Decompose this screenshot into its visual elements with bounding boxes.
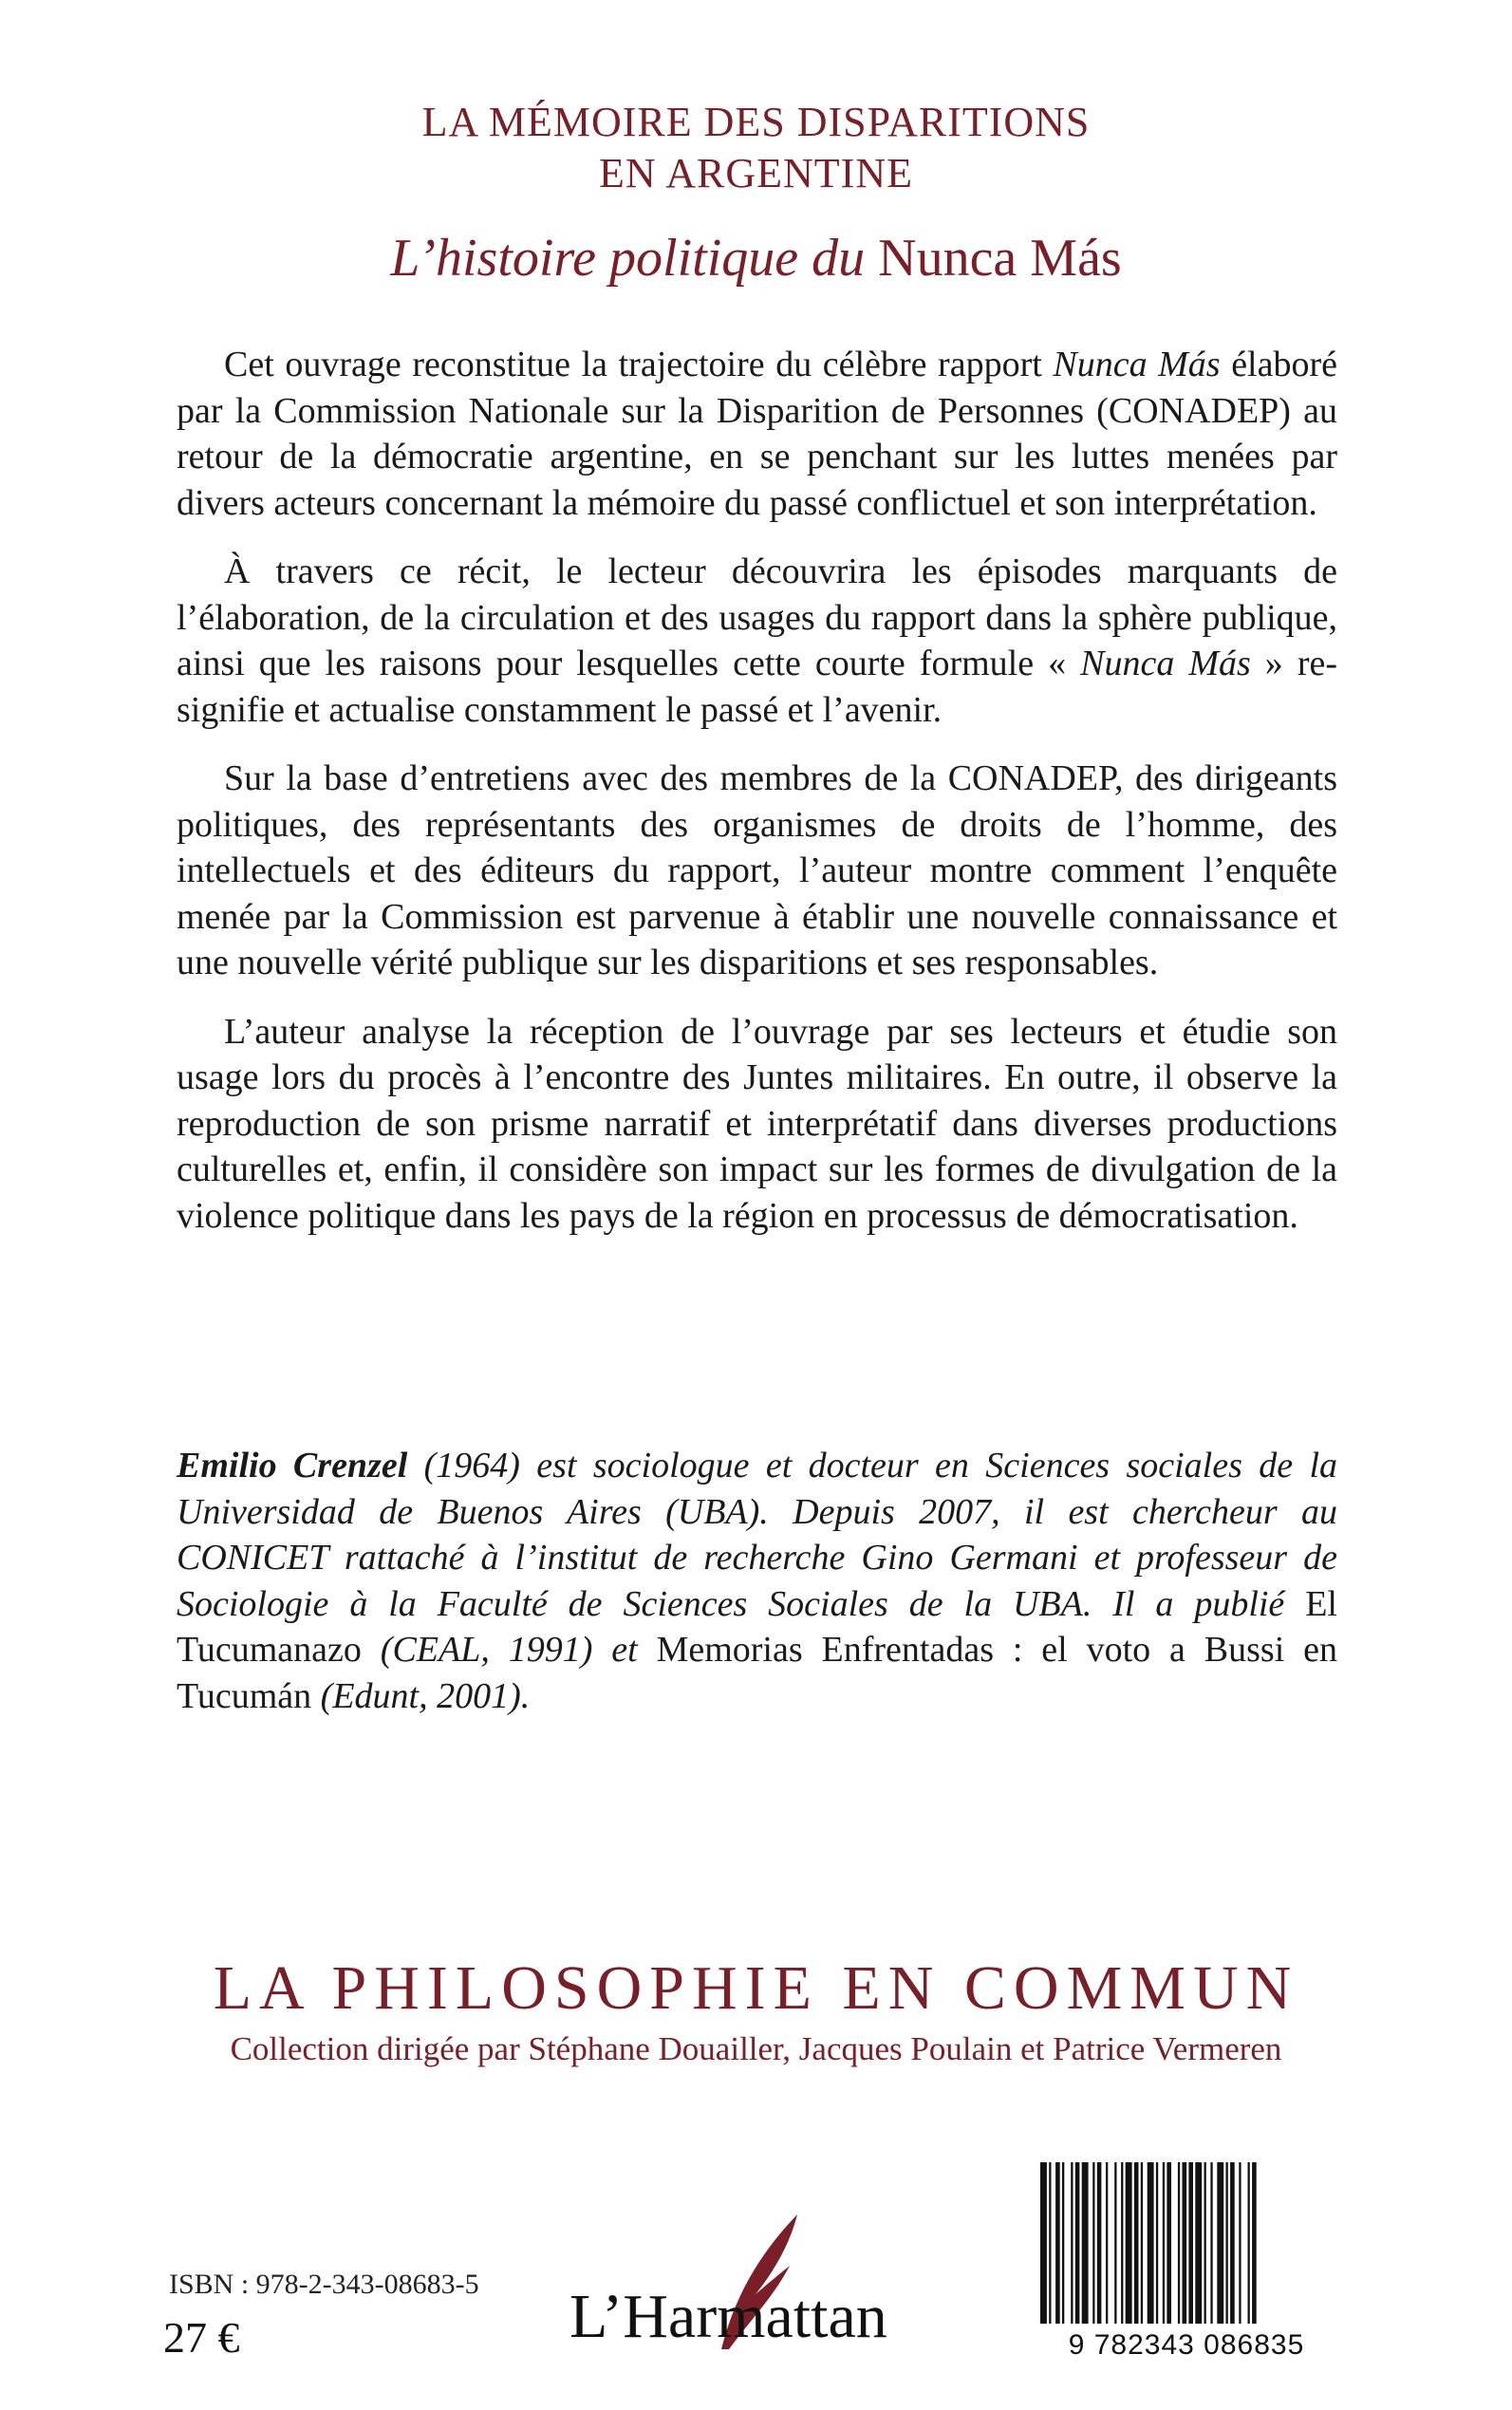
barcode-bar — [1062, 2162, 1064, 2324]
barcode-bar — [1204, 2162, 1206, 2324]
barcode-bar — [1248, 2162, 1250, 2324]
barcode-bar — [1210, 2162, 1212, 2324]
barcode-bar — [1239, 2162, 1241, 2324]
book-title-line2: EN ARGENTINE — [599, 150, 913, 196]
text-em: Nunca Más — [1080, 644, 1251, 683]
author-name: Emilio Crenzel — [177, 1446, 408, 1485]
book-title: Memorias Enfrentadas : el voto a Bussi en Tucumán — [177, 1630, 1338, 1716]
barcode-bar — [1230, 2162, 1235, 2324]
blurb — [177, 342, 1337, 1261]
text: Cet ouvrage reconstitue la trajectoire du célèbre rapport — [224, 345, 1054, 384]
blurb-paragraph-1 — [177, 342, 1337, 526]
barcode-bar — [1188, 2162, 1193, 2324]
barcode-bar — [1134, 2162, 1139, 2324]
barcode-bar — [1141, 2162, 1143, 2324]
barcode-bar — [1071, 2162, 1073, 2324]
barcode-bar — [1183, 2162, 1187, 2324]
barcode-bar — [1156, 2162, 1158, 2324]
barcode-bar — [1226, 2162, 1228, 2324]
barcode-bar — [1195, 2162, 1202, 2324]
barcode-number: 9 782343 086835 — [1068, 2329, 1305, 2361]
publisher-name: L’Harmattan — [569, 2282, 887, 2351]
text: À travers ce récit, le lecteur découvrira les épisodes marquants de l’élaboration, de la circulation et des usages du rapport dans la sphère publique, ainsi que les raisons pour lesquelles cette courte formule « — [177, 551, 1337, 683]
barcode — [1035, 2162, 1338, 2366]
barcode-bar — [1252, 2162, 1257, 2324]
author-bio — [177, 1443, 1337, 1719]
book-title-line1: LA MÉMOIRE DES DISPARITIONS — [421, 99, 1091, 145]
bio-text: (1964) est sociologue et docteur en Sciences sociales de la Universidad de Buenos Aires (UBA). Depuis 2007, il est chercheur au CONICET rattaché à l’institut de recherche Gino Germani et professeur de Sociologie à la Faculté de Sciences Sociales de la UBA. Il a publié — [177, 1446, 1338, 1624]
barcode-bar — [1049, 2162, 1051, 2324]
text: élaboré par la Commission Nationale sur la Disparition de Personnes (CONADEP) au retour de la démocratie argentine, en se penchant sur les luttes menées par divers acteurs concernant la mémoire du passé conflictuel et son interprétation. — [177, 345, 1338, 523]
collection-name: LA PHILOSOPHIE EN COMMUN — [213, 1953, 1299, 2023]
barcode-bar — [1121, 2162, 1123, 2324]
barcode-bar — [1126, 2162, 1132, 2324]
blurb-paragraph-3: Sur la base d’entretiens avec des membres de la CONADEP, des dirigeants politiques, des représentants des organismes de droits de l’homme, des intellectuels et des éditeurs du rapport, l’auteur montre comment l’enquête menée par la Commission est parvenue à établir une nouvelle connaissance et une nouvelle vérité publique sur les disparitions et ses responsables. — [177, 758, 1337, 982]
barcode-bar — [1055, 2162, 1060, 2324]
text: » re-signifie et actualise constamment le passé et l’avenir. — [177, 644, 1337, 730]
book-subtitle — [0, 228, 1512, 289]
subtitle-italic: L’histoire politique du — [390, 229, 866, 288]
barcode-bar — [1075, 2162, 1080, 2324]
barcode-bar — [1148, 2162, 1154, 2324]
blurb-paragraph-4: L’auteur analyse la réception de l’ouvrage par ses lecteurs et étudie son usage lors du procès à l’encontre des Juntes militaires. En outre, il observe la reproduction de son prisme narratif et interprétatif dans diverses productions culturelles et, enfin, il considère son impact sur les formes de divulgation de la violence politique dans les pays de la région en processus de démocratisation. — [177, 1011, 1337, 1236]
barcode-bar — [1167, 2162, 1171, 2324]
barcode-bar — [1097, 2162, 1102, 2324]
barcode-bar — [1217, 2162, 1223, 2324]
bio-text: (CEAL, 1991) et — [361, 1630, 657, 1670]
collection-directors: Collection dirigée par Stéphane Douailler, Jacques Poulain et Patrice Vermeren — [230, 2030, 1282, 2067]
barcode-bar — [1040, 2162, 1047, 2324]
subtitle-regular: Nunca Más — [878, 229, 1122, 288]
barcode-bar — [1092, 2162, 1094, 2324]
barcode-bars — [1035, 2162, 1338, 2329]
book-title: El Tucumanazo — [177, 1583, 1337, 1670]
price: 27 € — [163, 2313, 240, 2362]
barcode-bar — [1163, 2162, 1165, 2324]
barcode-bar — [1106, 2162, 1108, 2324]
text-em: Nunca Más — [1053, 345, 1221, 384]
barcode-bar — [1178, 2162, 1180, 2324]
barcode-bar — [1082, 2162, 1089, 2324]
publisher-logo — [569, 2207, 949, 2368]
blurb-paragraph-2 — [177, 549, 1337, 733]
isbn: ISBN : 978-2-343-08683-5 — [169, 2269, 479, 2300]
barcode-bar — [1114, 2162, 1116, 2324]
bio-text: (Edunt, 2001). — [311, 1675, 531, 1716]
